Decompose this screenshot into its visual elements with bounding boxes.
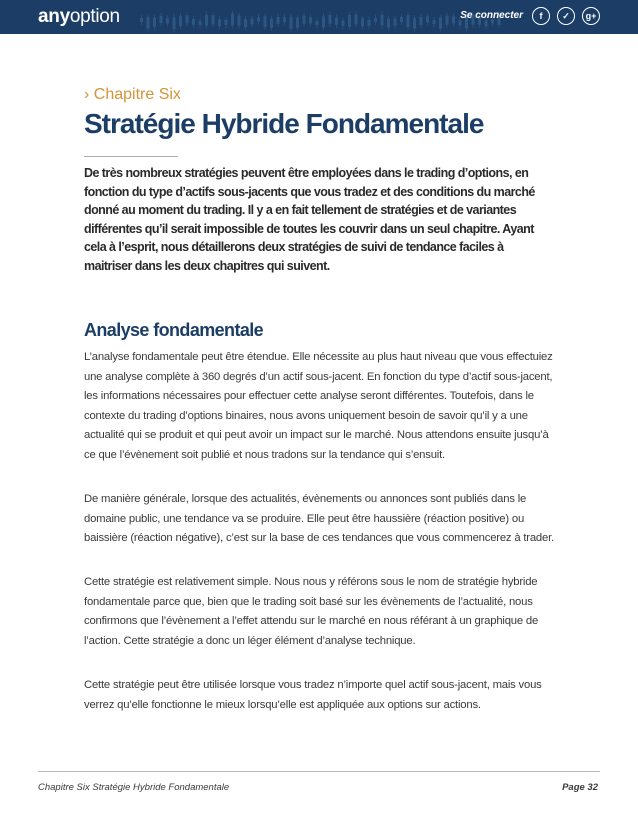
body-paragraph: Cette stratégie peut être utilisée lorsque vous tradez n’importe quel actif sous-jacent, mais vous verrez qu’elle fonctionne le mieux lorsqu’elle est appliquée aux options sur actions. [84, 679, 542, 711]
footer-divider [38, 771, 600, 772]
title-divider [84, 156, 178, 157]
body-paragraph: L’analyse fondamentale peut être étendue. Elle nécessite au plus haut niveau que vous effectuiez une analyse complète à 360 degrés d’un actif sous-jacent. En fonction du type d’actif sous-jacent, les informations nécessaires pour effectuer cette analyse seront différentes. Toutefois, dans le contexte du trading d’options binaires, nous avons uniquement besoin de savoir qu’il y a une actualité qui se produit et qui peut avoir un impact sur le marché. Nous attendons ensuite jusqu’à ce que l’évènement soit publié et nous tradons sur la tendance qui s’ensuit. [84, 351, 553, 461]
footer-chapter-title: Chapitre Six Stratégie Hybride Fondamentale [38, 782, 230, 793]
body-paragraph: De manière générale, lorsque des actualités, évènements ou annonces sont publiés dans le domaine public, une tendance va se produire. Elle peut être haussière (réaction positive) ou baissière (réaction négative), c’est sur la base de ces tendances que vous commencerez à trader. [84, 493, 554, 545]
candle-body [400, 17, 403, 22]
candle-body [387, 19, 390, 28]
candle-body [420, 17, 423, 25]
candle-body [160, 16, 163, 23]
candle-body [485, 20, 488, 26]
twitter-icon[interactable]: ✓ [557, 7, 575, 25]
chapter-kicker: › Chapitre Six [84, 86, 181, 103]
candle-body [459, 20, 462, 25]
candle-body [426, 16, 429, 22]
candle-body [238, 16, 241, 26]
candle-body [394, 19, 397, 26]
candle-body [452, 16, 455, 23]
candle-body [173, 17, 176, 29]
candle-body [342, 21, 345, 26]
candle-body [147, 17, 150, 28]
candle-body [179, 16, 182, 26]
candle-body [205, 15, 208, 26]
candle-body [446, 16, 449, 25]
facebook-icon[interactable]: f [532, 7, 550, 25]
candle-body [381, 15, 384, 26]
candle-body [335, 18, 338, 25]
candle-body [433, 20, 436, 24]
anyoption-logo[interactable] [38, 6, 120, 28]
candle-body [296, 18, 299, 28]
section-heading: Analyse fondamentale [84, 320, 264, 340]
candle-body [407, 15, 410, 27]
candle-body [348, 15, 351, 27]
candle-body [290, 17, 293, 29]
candle-body [244, 19, 247, 27]
google-plus-icon[interactable]: g+ [582, 7, 600, 25]
logo-regular: option [69, 6, 120, 27]
page-number: Page 32 [562, 782, 598, 793]
candle-body [374, 18, 377, 22]
header-bar [0, 0, 638, 34]
candle-body [251, 19, 254, 25]
candle-body [231, 14, 234, 26]
candle-body [186, 15, 189, 23]
candle-body [309, 17, 312, 23]
candle-body [264, 16, 267, 27]
candle-body [322, 16, 325, 27]
candle-body [218, 19, 221, 26]
candle-body [270, 19, 273, 28]
candle-body [140, 18, 143, 22]
candle-body [283, 17, 286, 22]
candle-body [355, 14, 358, 24]
candle-body [212, 15, 215, 24]
candle-body [166, 18, 169, 23]
candle-body [257, 17, 260, 21]
candle-body [225, 20, 228, 25]
logo-bold: any [38, 6, 70, 27]
candle-body [439, 18, 442, 29]
page-title: Stratégie Hybride Fondamentale [84, 108, 484, 139]
candle-body [413, 18, 416, 28]
login-link[interactable]: Se connecter [460, 10, 523, 21]
candle-body [303, 16, 306, 24]
candle-body [199, 21, 202, 25]
body-paragraph: Cette stratégie est relativement simple. Nous nous y référons sous le nom de stratégie hybride fondamentale parce que, bien que le trading soit basé sur les évènements de l’actualité, nous confirmons que l’évènement a l’effet attendu sur le marché en nous référant à un graphique de l’action. Cette stratégie a donc un léger élément d’analyse technique. [84, 576, 539, 647]
candle-body [277, 17, 280, 24]
candle-body [329, 15, 332, 24]
candle-body [368, 20, 371, 26]
candle-body [316, 21, 319, 25]
candle-body [361, 18, 364, 26]
intro-paragraph: De très nombreux stratégies peuvent être employées dans le trading d’options, en fonction du type d’actifs sous-jacents que vous tradez et des conditions du marché donné au moment du trading. Il y a en fait tellement de stratégies et de variantes différentes qu’il serait impossible de toutes les couvrir dans un seul chapitre. Ayant cela à l’esprit, nous détaillerons deux stratégies de suivi de tendance faciles à maitriser dans les deux chapitres qui suivent. [84, 166, 535, 273]
candle-body [192, 19, 195, 25]
candle-body [153, 18, 156, 27]
